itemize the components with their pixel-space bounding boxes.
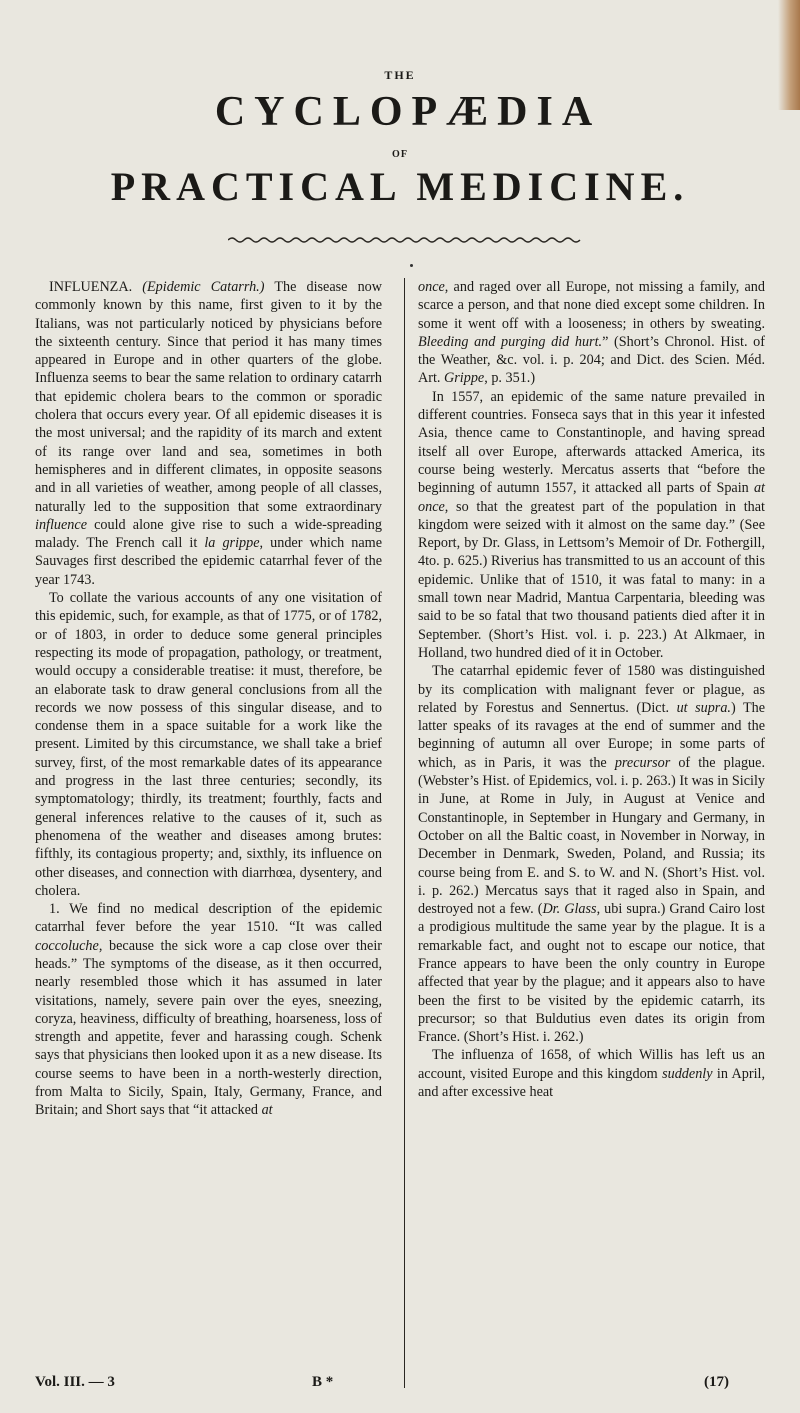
paragraph-1510: 1. We find no medical description of the epidemic catarrhal fever before the year 1510. “It was called coccoluche, because the sick wore a cap close over their heads.” The symptoms of the disease, as it then occurred, nearly resembled those which it has assumed in later visitations, namely, severe pain over the eyes, sneezing, coryza, heaviness, difficulty of breathing, hoarseness, loss of strength and appetite, fever and harassing cough. Schenk says that physicians then looked upon it as a new disease. Its course seems to have been in a north-westerly direction, from Malta to Sicily, Spain, Italy, Germany, France, and Britain; and Short says that “it attacked at	[35, 901, 382, 1119]
paragraph-1557: In 1557, an epidemic of the same nature prevailed in different countries. Fonseca says that in this year it infested Asia, thence came to Constantinople, and having spread itself all over Europe, afterwards attacked America, its course being westerly. Mercatus asserts that “before the beginning of autumn 1557, it attacked all parts of Spain at once, so that the greatest part of the population in that kingdom were seized with it almost on the same day.” (See Report, by Dr. Glass, in Lettsom’s Memoir of Dr. Fothergill, 4to. p. 625.) Riverius has transmitted to us an account of this epidemic. Unlike that of 1510, it was fatal to many: in a small town near Madrid, Mantua Carpentaria, bleeding was said to be so fatal that two thousand patients died after it in September. (Short’s Hist. vol. i. p. 223.) At Alkmaer, in Holland, two hundred died of it in October.	[418, 388, 765, 661]
volume-label: Vol. III. — 3	[35, 1374, 115, 1390]
wavy-rule	[228, 236, 582, 244]
signature-mark: B *	[312, 1374, 334, 1390]
entry-heading: INFLUENZA.	[49, 279, 133, 295]
ornament-dot	[410, 264, 413, 267]
page-number: (17)	[704, 1374, 729, 1390]
paragraph-influenza-intro: INFLUENZA. (Epidemic Catarrh.) The disease now commonly known by this name, first given to it by the Italians, was not particularly noticed by physicians before the sixteenth century. Since that period it has many times appeared in Europe and in other quarters of the globe. Influenza seems to bear the same relation to ordinary catarrh that epidemic cholera bears to the common or sporadic cholera that occurs every year. Of all epidemic diseases it is the most universal; and the rapidity of its march and extent of its range over land and sea, sometimes in both hemispheres and in different climates, in opposite seasons and in all varieties of weather, among people of all classes, naturally led to the supposition that some extraordinary influence could alone give rise to such a wide-spreading malady. The French call it la grippe, under which name Sauvages first described the epidemic catarrhal fever of the year 1743.	[35, 279, 383, 588]
paragraph-1580: The catarrhal epidemic fever of 1580 was distinguished by its complication with malignant fever or plague, as related by Forestus and Sennertus. (Dict. ut supra.) The latter speaks of its ravages at the end of summer and the beginning of autumn all over Europe; in some parts of which, as in Paris, it was the precursor of the plague. (Webster’s Hist. of Epidemics, vol. i. p. 263.) It was in Sicily in June, at Rome in July, in August at Venice and Constantinople, in September in Hungary and Germany, in October on all the Baltic coast, in November in Norway, in December in Denmark, Sweden, Poland, and Russia; its course being from E. and S. to W. and N. (Short’s Hist. vol. i. p. 262.) Mercatus says that it raged also in Spain, and destroyed not a few. (Dr. Glass, ubi supra.) Grand Cairo lost a prodigious multitude the same year by the plague. It is a remarkable fact, and ought not to escape our notice, that France appears to have been the only country in Europe affected that year by the plague; and it appears also to have been the first to be visited by the epidemic catarrh, its precursor; so that Buldutius even dates its origin from France. (Short’s Hist. i. 262.)	[418, 663, 766, 1046]
header-the: THE	[384, 68, 416, 82]
right-column	[418, 278, 765, 1386]
paragraph-method: To collate the various accounts of any one visitation of this epidemic, such, for example, as that of 1775, or of 1782, or of 1803, in order to deduce some general principles respecting its mode of propagation, pathology, or treatment, would occupy a considerable treatise: it must, therefore, be an elaborate task to draw general conclusions from all the records we now possess of this singular disease, and to condense them in a space suitable for a work like the present. Limited by this circumstance, we shall take a brief survey, first, of the most remarkable dates of its appearance and progress in the last three centuries; secondly, its symptomatology; thirdly, its treatment; fourthly, facts and general inferences relative to the causes of it, such as phenomena of the weather and diseases among brutes: fifthly, its contagious property; and, sixthly, its influence on other diseases, and connection with diarrhœa, dysentery, and cholera.	[35, 590, 382, 899]
header-of: OF	[392, 149, 408, 160]
paragraph-1658: The influenza of 1658, of which Willis has left us an account, visited Europe and this kingdom suddenly in April, and after excessive heat	[418, 1047, 766, 1101]
paragraph-1510-cont: once, and raged over all Europe, not missing a family, and scarce a person, and that none died except some children. In some it went off with a looseness; in others by sweating. Bleeding and purging did hurt.” (Short’s Chronol. Hist. of the Weather, &c. vol. i. p. 204; and Dict. des Scien. Méd. Art. Grippe, p. 351.)	[418, 279, 765, 387]
header-title: CYCLOPÆDIA	[214, 89, 602, 135]
column-divider	[404, 278, 405, 1388]
left-column	[35, 278, 382, 1386]
header-subtitle: PRACTICAL MEDICINE.	[110, 164, 690, 209]
